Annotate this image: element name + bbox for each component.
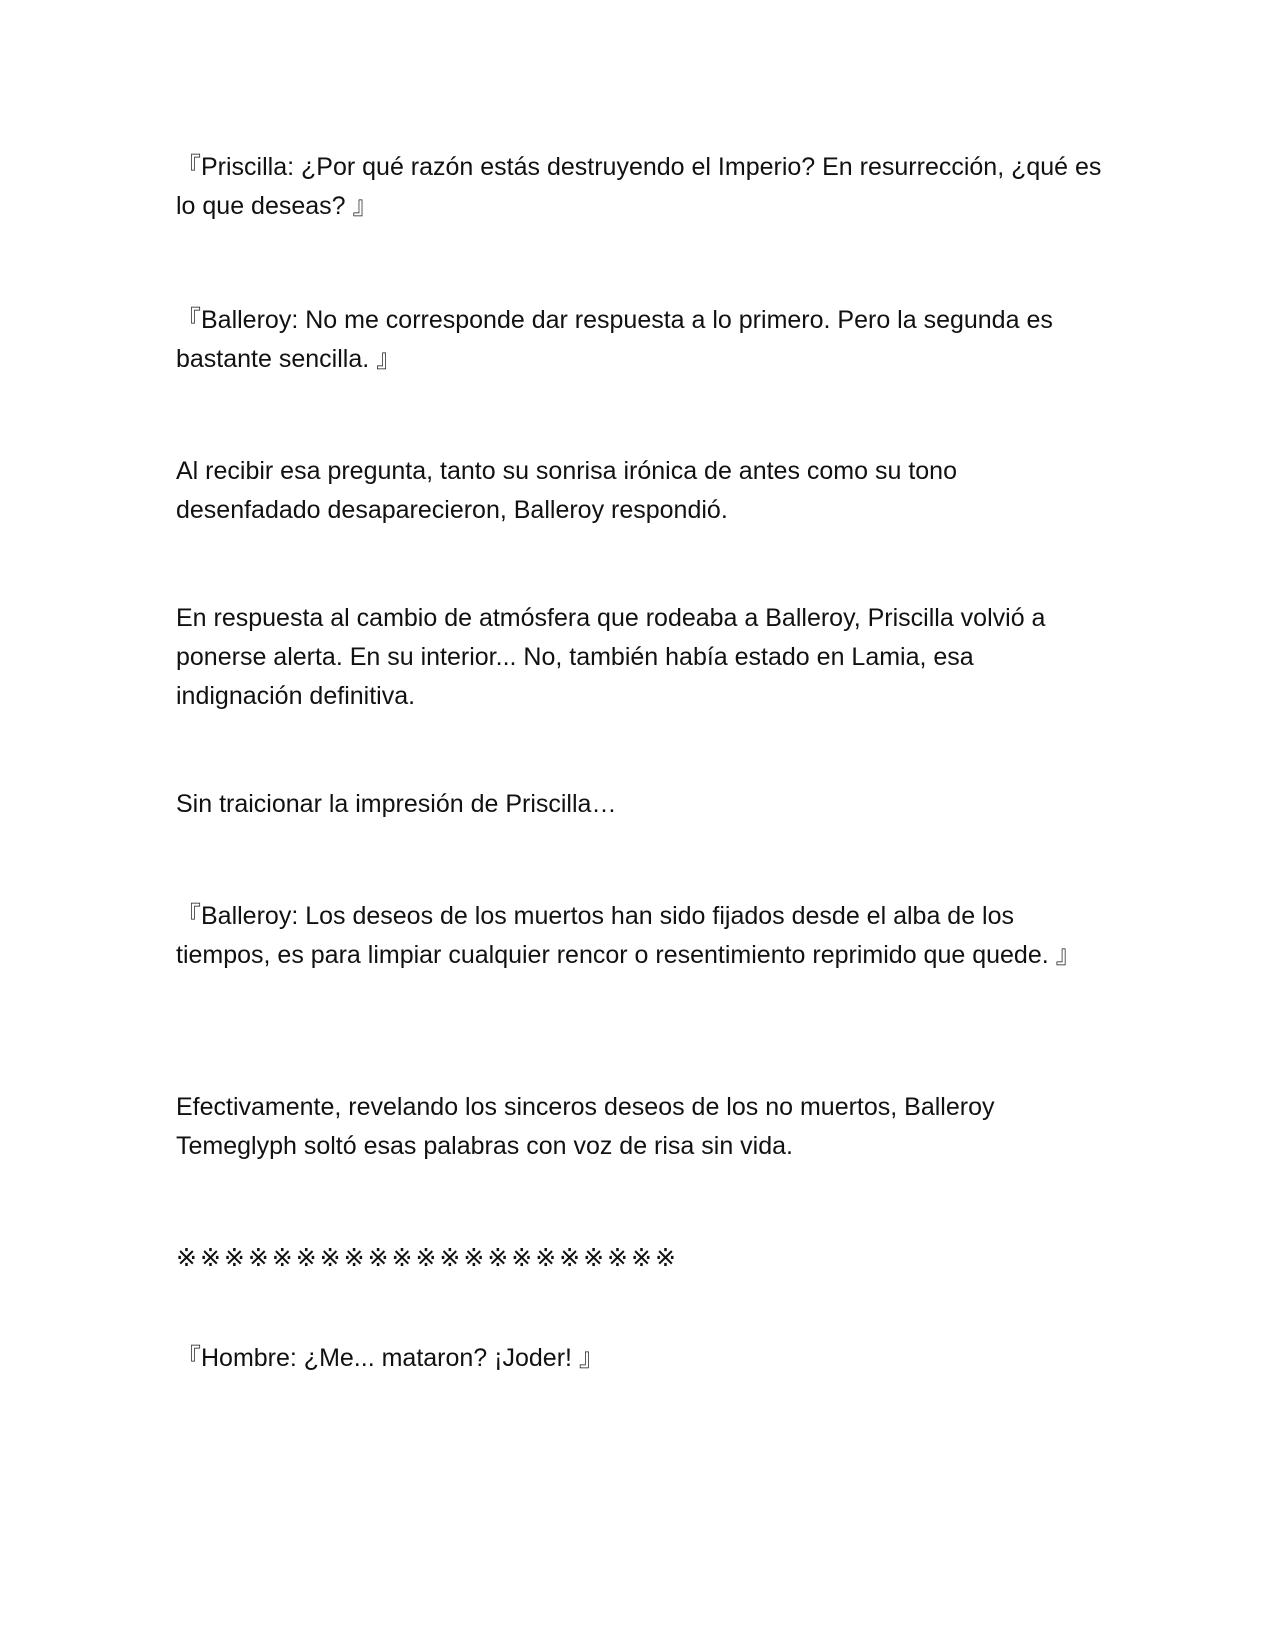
dialogue-balleroy-wishes: 『Balleroy: Los deseos de los muertos han sido fijados desde el alba de los tiempos, es para limpiar cualquier rencor o resentimiento reprimido que quede. 』 — [176, 902, 1081, 969]
narration-paragraph: Efectivamente, revelando los sinceros deseos de los no muertos, Balleroy Temeglyph soltó esas palabras con voz de risa sin vida. — [176, 1093, 995, 1160]
dialogue-priscilla-question: 『Priscilla: ¿Por qué razón estás destruyendo el Imperio? En resurrección, ¿qué es lo que deseas? 』 — [176, 153, 1102, 220]
scene-break-divider: ※※※※※※※※※※※※※※※※※※※※※ — [176, 1243, 679, 1272]
narration-paragraph: Sin traicionar la impresión de Priscilla… — [176, 790, 617, 818]
narration-paragraph: En respuesta al cambio de atmósfera que rodeaba a Balleroy, Priscilla volvió a ponerse alerta. En su interior... No, también había estado en Lamia, esa indignación definitiva. — [176, 604, 1046, 710]
dialogue-balleroy-answer: 『Balleroy: No me corresponde dar respuesta a lo primero. Pero la segunda es bastante sencilla. 』 — [176, 306, 1053, 373]
dialogue-hombre: 『Hombre: ¿Me... mataron? ¡Joder! 』 — [176, 1344, 604, 1372]
narration-paragraph: Al recibir esa pregunta, tanto su sonrisa irónica de antes como su tono desenfadado desaparecieron, Balleroy respondió. — [176, 457, 957, 524]
